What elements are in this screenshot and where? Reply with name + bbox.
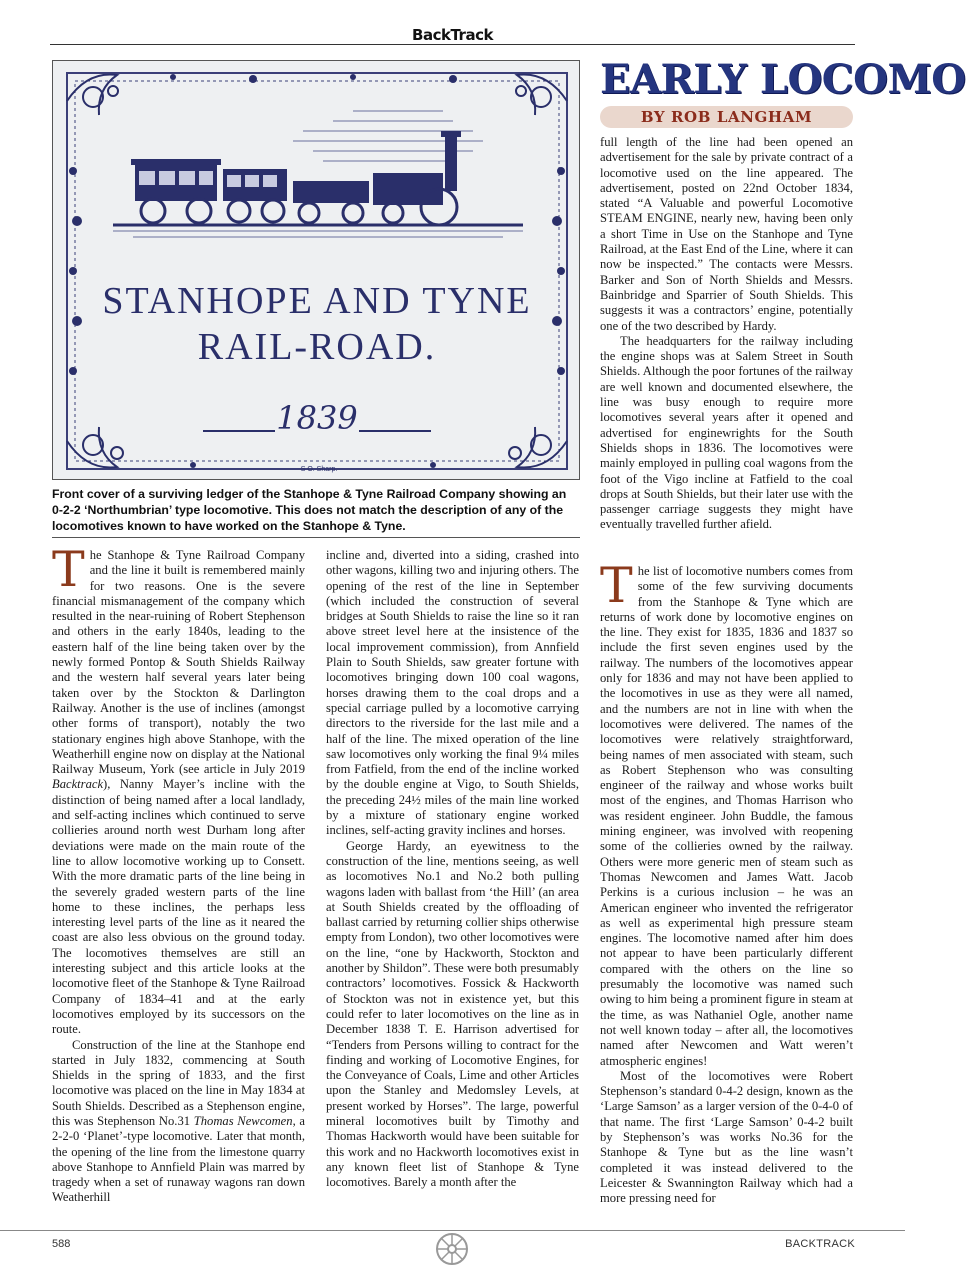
drop-cap: T: [600, 557, 633, 614]
article-column-3-bottom: [600, 557, 853, 1206]
masthead: [0, 0, 905, 46]
ledger-cover-image: [52, 60, 580, 480]
ground-hatching: [113, 231, 523, 237]
footer-rule: [0, 1230, 905, 1231]
plate-title-line1: STANHOPE AND TYNE: [102, 280, 532, 322]
page-number: 588: [52, 1238, 71, 1250]
paragraph: The Stanhope & Tyne Railroad Company and the line it built is remembered mainly for two reasons. One is the severe financial mismanagement of the company which resulted in the near-ruining of Robert Stephenson and others in the early 1840s, leading to the eastern half of the line being taken over by the newly formed Pontop & South Shields Railway and the western half several years later being taken over by the Stockton & Darlington Railway. Another is the use of inclines (amongst other forms of transport), notably the two stationary engines high above Stanhope, with the Weatherhill engine now on display at the National Railway Museum, York (see article in July 2019 Backtrack), Nanny Mayer’s incline with the distinction of being named after a local landlady, and self-acting inclines which continued to serve collieries around north west Durham long after deviations were made on the main route of the line to allow locomotive working up to Consett. With the more dramatic parts of the line being in the severely graded western parts of the line home to these inclines, the perhaps less interesting level parts of the line as it neared the coast are also less obvious on the ground today. The locomotives themselves are still an interesting subject and this article looks at the locomotive fleet of the Stanhope & Tyne Railroad Company of 1834–41 and at the early locomotives employed by its successors on the route.: [52, 541, 305, 1037]
article-byline: BY ROB LANGHAM: [600, 106, 853, 128]
train-illustration: [113, 131, 523, 237]
article-title: EARLY LOCOMO: [600, 56, 966, 103]
paragraph: The list of locomotive numbers comes from some of the few surviving documents from the Stanhope & Tyne which are returns of work done by locomotive engines on the line. They exist for 1835, 1836 and 1837 so include the first seven engines used by the railway. The numbers of the locomotives appear only for 1836 and may not have been applied to the locomotives in use as they were all named, and the numbers are not in line with when the locomotives were delivered. The names of the locomotives were relatively straightforward, being names of men associated with steam, such as Robert Stephenson who was consulting engineer of the railway and whose works built most of the engines, and Thomas Harrison who was resident engineer. John Buddle, the famous mining engineer, was involved with reopening some of the collieries owned by the railway. Others were more generic men of steam such as Thomas Newcomen and James Watt. Jacob Perkins is a curious inclusion – he was an American engineer who invented the refrigerator as well as experimental high pressure steam engines. The locomotive named after him does not appear to have been particularly different compared with the others on the line so presumably the locomotive was named such owing to him being a prominent figure in steam at the time, as was Nathaniel Ogle, another name not well known today – after all, the locomotives named after Newcomen and Watt weren’t atmospheric engines!: [600, 557, 853, 1068]
paragraph: Construction of the line at the Stanhope end started in July 1832, commencing at South Shields in the spring of 1833, and the first locomotive was placed on the line in May 1834 at South Shields. Described as a Stephenson engine, this was Stephenson No.31 Thomas Newcomen, a 2-2-0 ‘Planet’-type locomotive. Later that month, the opening of the line from the limestone quarry above Stanhope to Annfield Plain was marred by tragedy when a set of runaway wagons ran down Weatherhill: [52, 1037, 306, 1205]
drop-cap: T: [52, 541, 85, 598]
paragraph: incline and, diverted into a siding, crashed into other wagons, killing two and injuring others. The opening of the rest of the line in September (which included the construction of several bridges at South Shields to raise the line so it ran above street level here at the insistence of the local improvement commission), from Annfield Plain to South Shields, saw greater fortune with locomotives bringing down 100 coal wagons, horses drawing them to the coal drops and a special carriage pulled by a locomotive carrying directors to the riverside for the last mile and a half of the line. The mixed operation of the line saw locomotives only working the final 9¼ miles from Fatfield, from the end of the incline worked by the double engine at Vigo, to South Shields, the preceding 24½ miles of the main line worked by a mixture of stationary engine worked inclines, self-acting gravity inclines and horses.: [326, 548, 579, 838]
caption-rule: [52, 537, 580, 538]
figure-caption: Front cover of a surviving ledger of the Stanhope & Tyne Railroad Company showing an 0-2-2 ‘Northumbrian’ type locomotive. This does not match the description of any of the locomotives known to have worked on the Stanhope & Tyne.: [52, 487, 567, 533]
plate-title-line2: RAIL-ROAD.: [197, 326, 437, 368]
plate-year: 1839: [276, 399, 358, 437]
ledger-engraving: [53, 61, 581, 481]
article-column-2: [326, 548, 579, 1190]
article-column-3-top: [600, 135, 853, 533]
locomotive-chimney: [445, 135, 457, 191]
paragraph: full length of the line had been opened an advertisement for the sale by private contract of a locomotive used on the line appeared. The advertisement, posted on 22nd October 1834, stated “A Valuable and powerful Locomotive STEAM ENGINE, nearly new, having been only a short Time in Use on the Stanhope and Tyne Railroad, at the East End of the Line, where it can now be inspected.” The contacts were Messrs. Barker and Son of North Shields and Messrs. Bainbridge and Sparrier of South Shields. This suggests it was a contractors’ engine, potentially one of the two described by Hardy.: [600, 135, 853, 333]
paragraph: The headquarters for the railway including the engine shops was at Salem Street in South Shields. Although the poor fortunes of the railway are well known and documented elsewhere, the line was busy enough to require more locomotives several years after it opened and advertised for enginewrights for the South Shields shops in 1836. The locomotives were mainly employed in pulling coal wagons from the foot of the Vigo incline at Fatfield to the coal drops at South Shields, but their later use with the passenger carriage suggests they might have eventually travelled further afield.: [600, 333, 853, 532]
paragraph: George Hardy, an eyewitness to the construction of the line, mentions seeing, as well as locomotives No.1 and No.2 both pulling wagons laden with ballast from ‘the Hill’ (an area at South Shields created by the offloading of ballast carried by returning collier ships otherwise empty from London), two other locomotives were on the line, “one by Hackworth, Stockton and another by Shildon”. These were both presumably contractors’ locomotives. Fossick & Hackworth of Stockton was not in existence yet, but this could refer to later locomotives on the line as in December 1838 T. E. Harrison advertised for “Tenders from Persons willing to contract for the finding and working of Locomotive Engines, for the Conveyance of Coals, Lime and other Articles upon the Stanley and Medomsley Levels, at present worked by Horses”. The large, powerful mineral locomotives built by Timothy and Thomas Hackworth would have been suitable for this work and no Hackworth locomotives exist in any known fleet list of Stanhope & Tyne locomotives. Barely a month after the: [326, 838, 579, 1190]
engraver-credit: S O. Sharp.: [300, 466, 338, 473]
wagon: [293, 181, 369, 203]
wheel-emblem-icon: [435, 1232, 469, 1266]
article-column-1: [52, 541, 306, 1206]
paragraph: Most of the locomotives were Robert Stephenson’s standard 0-4-2 design, known as the ‘Large Samson’ as a larger version of the 0-4-0 of that name. The first ‘Large Samson’ 0-4-2 built by Stephenson’s was works No.36 for the Stanhope & Tyne but as the line wasn’t completed it was instead delivered to the Leicester & Swannington Railway which had a more pressing need for: [600, 1068, 853, 1206]
magazine-name: BACKTRACK: [785, 1238, 855, 1250]
masthead-rule: [50, 44, 855, 45]
masthead-brand: BackTrack: [412, 26, 493, 44]
